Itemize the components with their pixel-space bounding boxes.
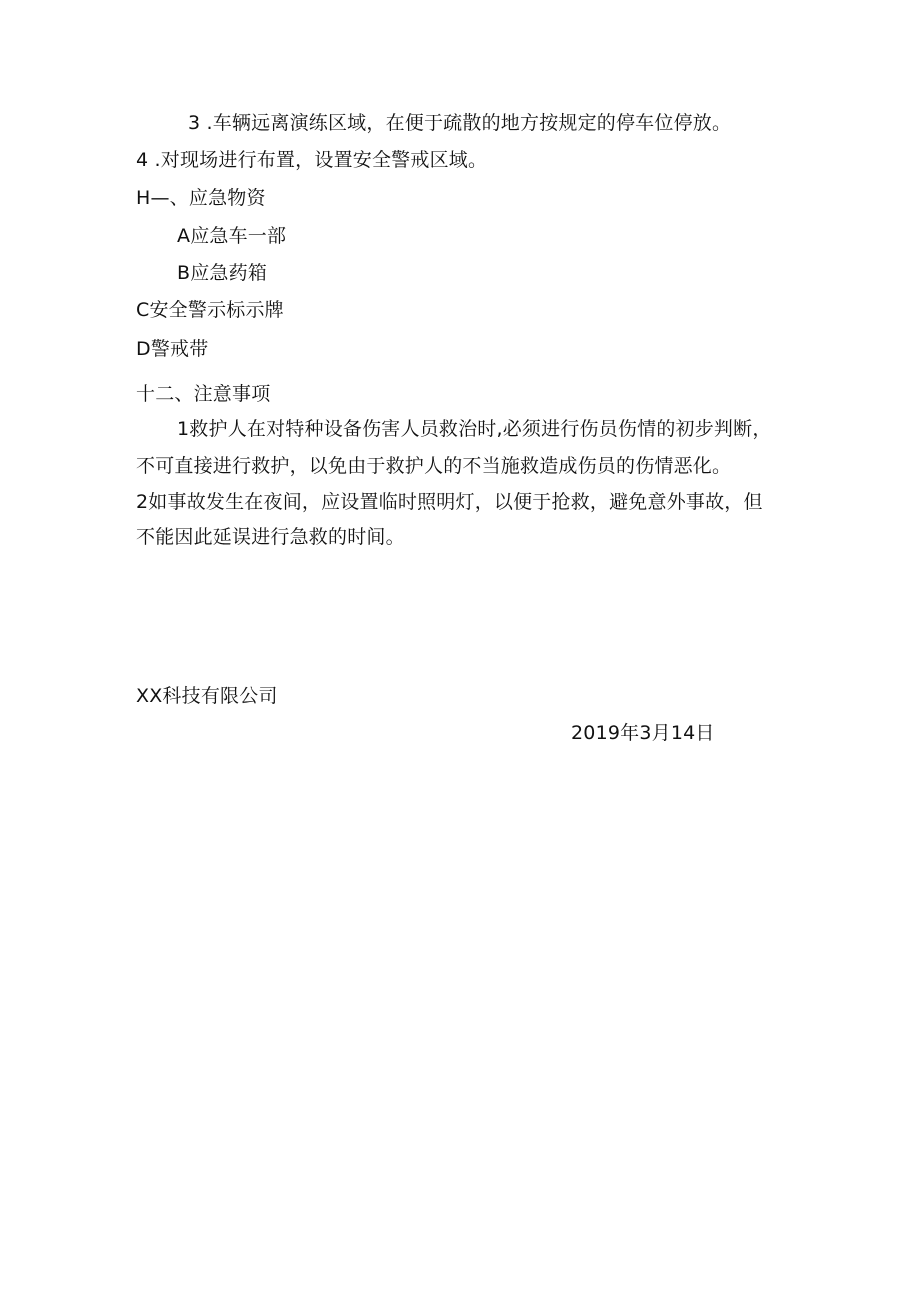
company-name: XX科技有限公司 xyxy=(136,685,278,707)
note-2-line-2: 不能因此延误进行急救的时间。 xyxy=(136,526,405,548)
section-heading-notes: 十二、注意事项 xyxy=(136,383,271,405)
note-2-line-1: 2如事故发生在夜间，应设置临时照明灯，以便于抢救，避免意外事故，但 xyxy=(136,491,763,513)
document-date: 2019年3月14日 xyxy=(571,722,715,744)
section-heading-supplies: H—、应急物资 xyxy=(136,187,266,209)
supply-item-a: A应急车一部 xyxy=(177,225,287,247)
step-4-text: 4 .对现场进行布置，设置安全警戒区域。 xyxy=(136,149,488,171)
supply-item-b: B应急药箱 xyxy=(177,262,268,284)
note-1-line-1: 1救护人在对特种设备伤害人员救治时,必须进行伤员伤情的初步判断， xyxy=(177,418,772,440)
step-3-text: 3 .车辆远离演练区域，在便于疏散的地方按规定的停车位停放。 xyxy=(188,112,732,134)
supply-item-c: C安全警示标示牌 xyxy=(136,299,284,321)
supply-item-d: D警戒带 xyxy=(136,338,209,360)
note-1-line-2: 不可直接进行救护，以免由于救护人的不当施救造成伤员的伤情恶化。 xyxy=(136,455,732,477)
